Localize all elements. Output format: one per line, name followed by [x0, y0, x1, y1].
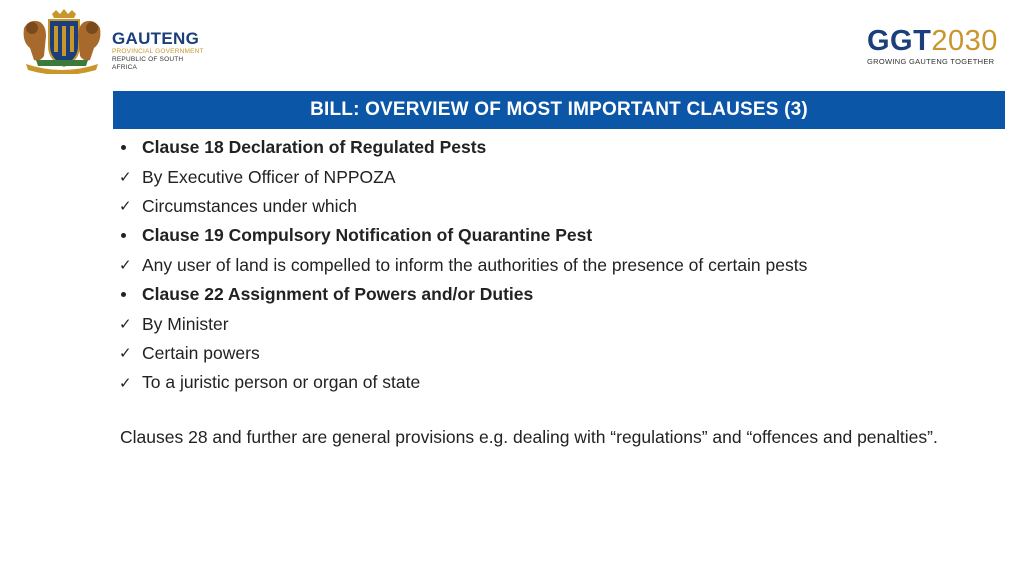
list-item: [118, 280, 998, 309]
list-item-text: Certain powers: [142, 342, 260, 363]
slide-title: BILL: OVERVIEW OF MOST IMPORTANT CLAUSES (3): [310, 99, 808, 120]
list-item-text: By Minister: [142, 313, 229, 334]
gauteng-wordmark: GAUTENG: [112, 29, 200, 48]
provincial-government-text: PROVINCIAL GOVERNMENT: [112, 48, 204, 55]
list-item: [118, 192, 998, 221]
checkmark-icon: ✓: [119, 373, 132, 392]
year-text: 2030: [931, 25, 998, 57]
general-provisions-note: Clauses 28 and further are general provisions e.g. dealing with “regulations” and “offences and penalties”.: [120, 427, 938, 447]
list-item: [118, 309, 998, 338]
checkmark-icon: ✓: [119, 197, 132, 216]
list-item-text: Circumstances under which: [142, 195, 357, 216]
ggt2030-wordmark: [867, 26, 1002, 56]
title-bar: [113, 91, 1005, 129]
list-item: [118, 339, 998, 368]
list-item: [118, 221, 998, 250]
checkmark-icon: ✓: [119, 344, 132, 363]
checkmark-icon: ✓: [119, 315, 132, 334]
bullet-icon: [121, 233, 126, 238]
checkmark-icon: ✓: [119, 168, 132, 187]
list-item: [118, 251, 998, 280]
bullet-icon: [121, 292, 126, 297]
checkmark-icon: ✓: [119, 256, 132, 275]
list-item-text: By Executive Officer of NPPOZA: [142, 166, 396, 187]
clause-list: [118, 133, 998, 398]
coat-of-arms-icon: [16, 8, 108, 74]
list-item: [118, 368, 998, 397]
list-item-text: Clause 18 Declaration of Regulated Pests: [142, 137, 487, 158]
list-item-text: Clause 22 Assignment of Powers and/or Duties: [142, 284, 534, 305]
bullet-icon: [121, 145, 126, 150]
ggt2030-logo: [867, 26, 1002, 70]
list-item: [118, 162, 998, 191]
list-item-text: Any user of land is compelled to inform the authorities of the presence of certain pests: [142, 254, 808, 275]
list-item-text: To a juristic person or organ of state: [142, 372, 421, 393]
list-item: [118, 133, 998, 162]
gauteng-logo: [16, 8, 206, 74]
ggt-tagline: GROWING GAUTENG TOGETHER: [867, 57, 995, 66]
republic-text: REPUBLIC OF SOUTH AFRICA: [112, 56, 184, 71]
ggt-text: GGT: [867, 25, 932, 57]
list-item-text: Clause 19 Compulsory Notification of Quarantine Pest: [142, 225, 593, 246]
